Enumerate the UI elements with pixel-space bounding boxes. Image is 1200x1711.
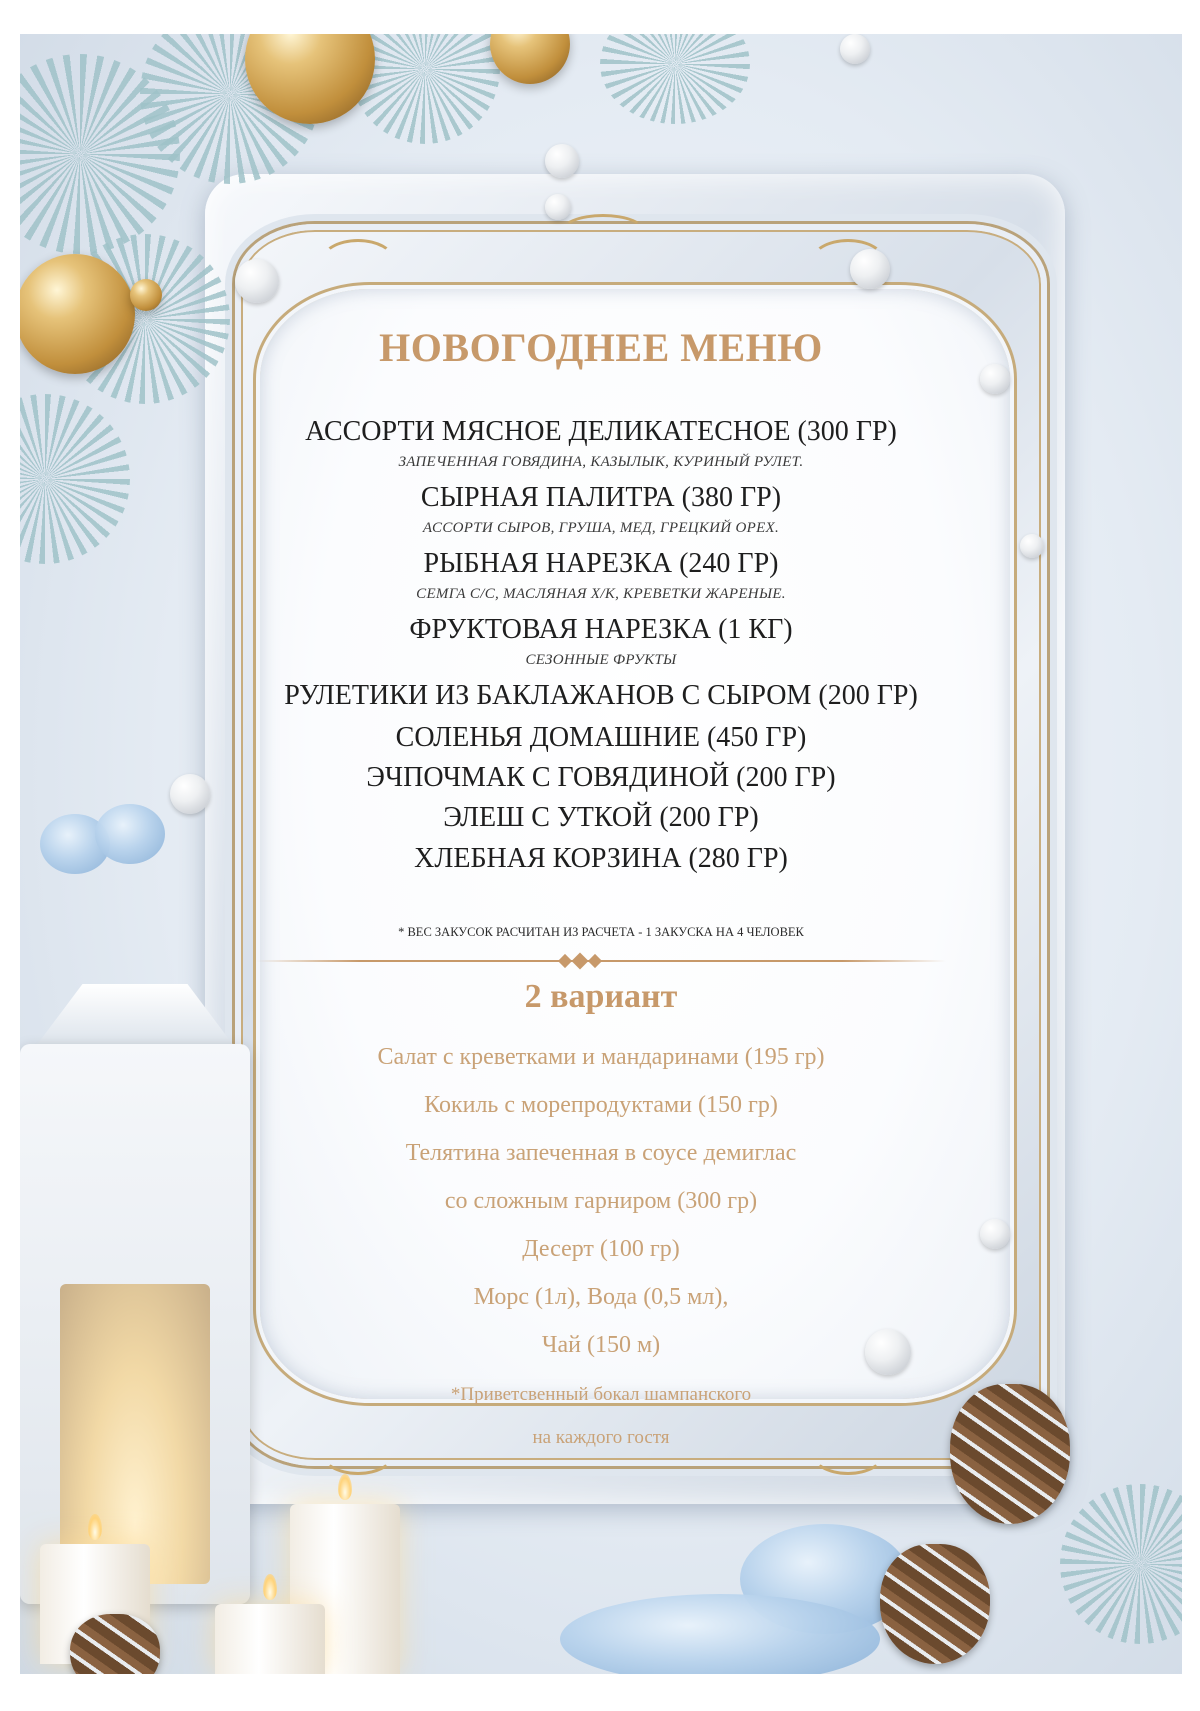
fir-branch bbox=[1060, 1484, 1182, 1644]
menu-item: СОЛЕНЬЯ ДОМАШНИЕ (450 ГР) bbox=[395, 722, 807, 753]
blue-ribbon bbox=[560, 1594, 880, 1674]
menu-item: ФРУКТОВАЯ НАРЕЗКА (1 КГ) bbox=[409, 614, 793, 645]
menu-item-description: ЗАПЕЧЕННАЯ ГОВЯДИНА, КАЗЫЛЫК, КУРИНЫЙ РУЛЕТ. bbox=[398, 454, 804, 470]
menu-item-description: АССОРТИ СЫРОВ, ГРУША, МЕД, ГРЕЦКИЙ ОРЕХ. bbox=[422, 520, 780, 536]
menu-title: НОВОГОДНЕЕ МЕНЮ bbox=[379, 325, 823, 370]
candle bbox=[215, 1604, 325, 1674]
candle-flame bbox=[338, 1474, 352, 1500]
pine-cone bbox=[880, 1544, 990, 1664]
variant-line: Телятина запеченная в соусе демиглас bbox=[405, 1140, 797, 1166]
menu-item: СЫРНАЯ ПАЛИТРА (380 ГР) bbox=[420, 482, 782, 513]
menu-item: РЫБНАЯ НАРЕЗКА (240 ГР) bbox=[423, 548, 779, 579]
menu-poster bbox=[20, 34, 1182, 1674]
pearl-ornament bbox=[235, 259, 279, 303]
weight-note: * ВЕС ЗАКУСОК РАСЧИТАН ИЗ РАСЧЕТА - 1 ЗАКУСКА НА 4 ЧЕЛОВЕК bbox=[398, 925, 804, 939]
fir-branch bbox=[600, 34, 750, 124]
menu-item-description: СЕМГА С/С, МАСЛЯНАЯ Х/К, КРЕВЕТКИ ЖАРЕНЫЕ. bbox=[416, 586, 786, 602]
variant-line: Кокиль с морепродуктами (150 гр) bbox=[424, 1092, 778, 1118]
pearl-ornament bbox=[545, 144, 579, 178]
menu-item: ЭЛЕШ С УТКОЙ (200 ГР) bbox=[443, 802, 759, 833]
variant-footnote: *Приветсвенный бокал шампанского bbox=[450, 1384, 752, 1405]
menu-item: ХЛЕБНАЯ КОРЗИНА (280 ГР) bbox=[414, 843, 788, 874]
gold-bauble bbox=[490, 34, 570, 84]
menu-item: ЭЧПОЧМАК С ГОВЯДИНОЙ (200 ГР) bbox=[366, 762, 836, 793]
pine-cone bbox=[70, 1614, 160, 1674]
menu-item: РУЛЕТИКИ ИЗ БАКЛАЖАНОВ С СЫРОМ (200 ГР) bbox=[284, 680, 918, 711]
variant-line: Десерт (100 гр) bbox=[522, 1236, 680, 1262]
menu-item-description: СЕЗОННЫЕ ФРУКТЫ bbox=[525, 652, 677, 668]
candle-flame bbox=[88, 1514, 102, 1540]
gold-swirl-ornament bbox=[320, 239, 396, 285]
variant-line: со сложным гарниром (300 гр) bbox=[444, 1188, 758, 1214]
candle-flame bbox=[263, 1574, 277, 1600]
variant-title: 2 вариант bbox=[524, 978, 678, 1015]
menu-item: АССОРТИ МЯСНОЕ ДЕЛИКАТЕСНОЕ (300 ГР) bbox=[305, 416, 897, 447]
gold-swirl-ornament bbox=[560, 214, 646, 250]
gold-bauble bbox=[130, 279, 162, 311]
variant-line: Морс (1л), Вода (0,5 мл), bbox=[473, 1284, 729, 1310]
variant-footnote: на каждого гостя bbox=[532, 1427, 670, 1448]
pearl-ornament bbox=[850, 249, 890, 289]
variant-line: Салат с креветками и мандаринами (195 гр) bbox=[377, 1044, 825, 1070]
pearl-ornament bbox=[840, 34, 870, 64]
pearl-ornament bbox=[545, 194, 571, 220]
variant-line: Чай (150 м) bbox=[541, 1332, 661, 1358]
